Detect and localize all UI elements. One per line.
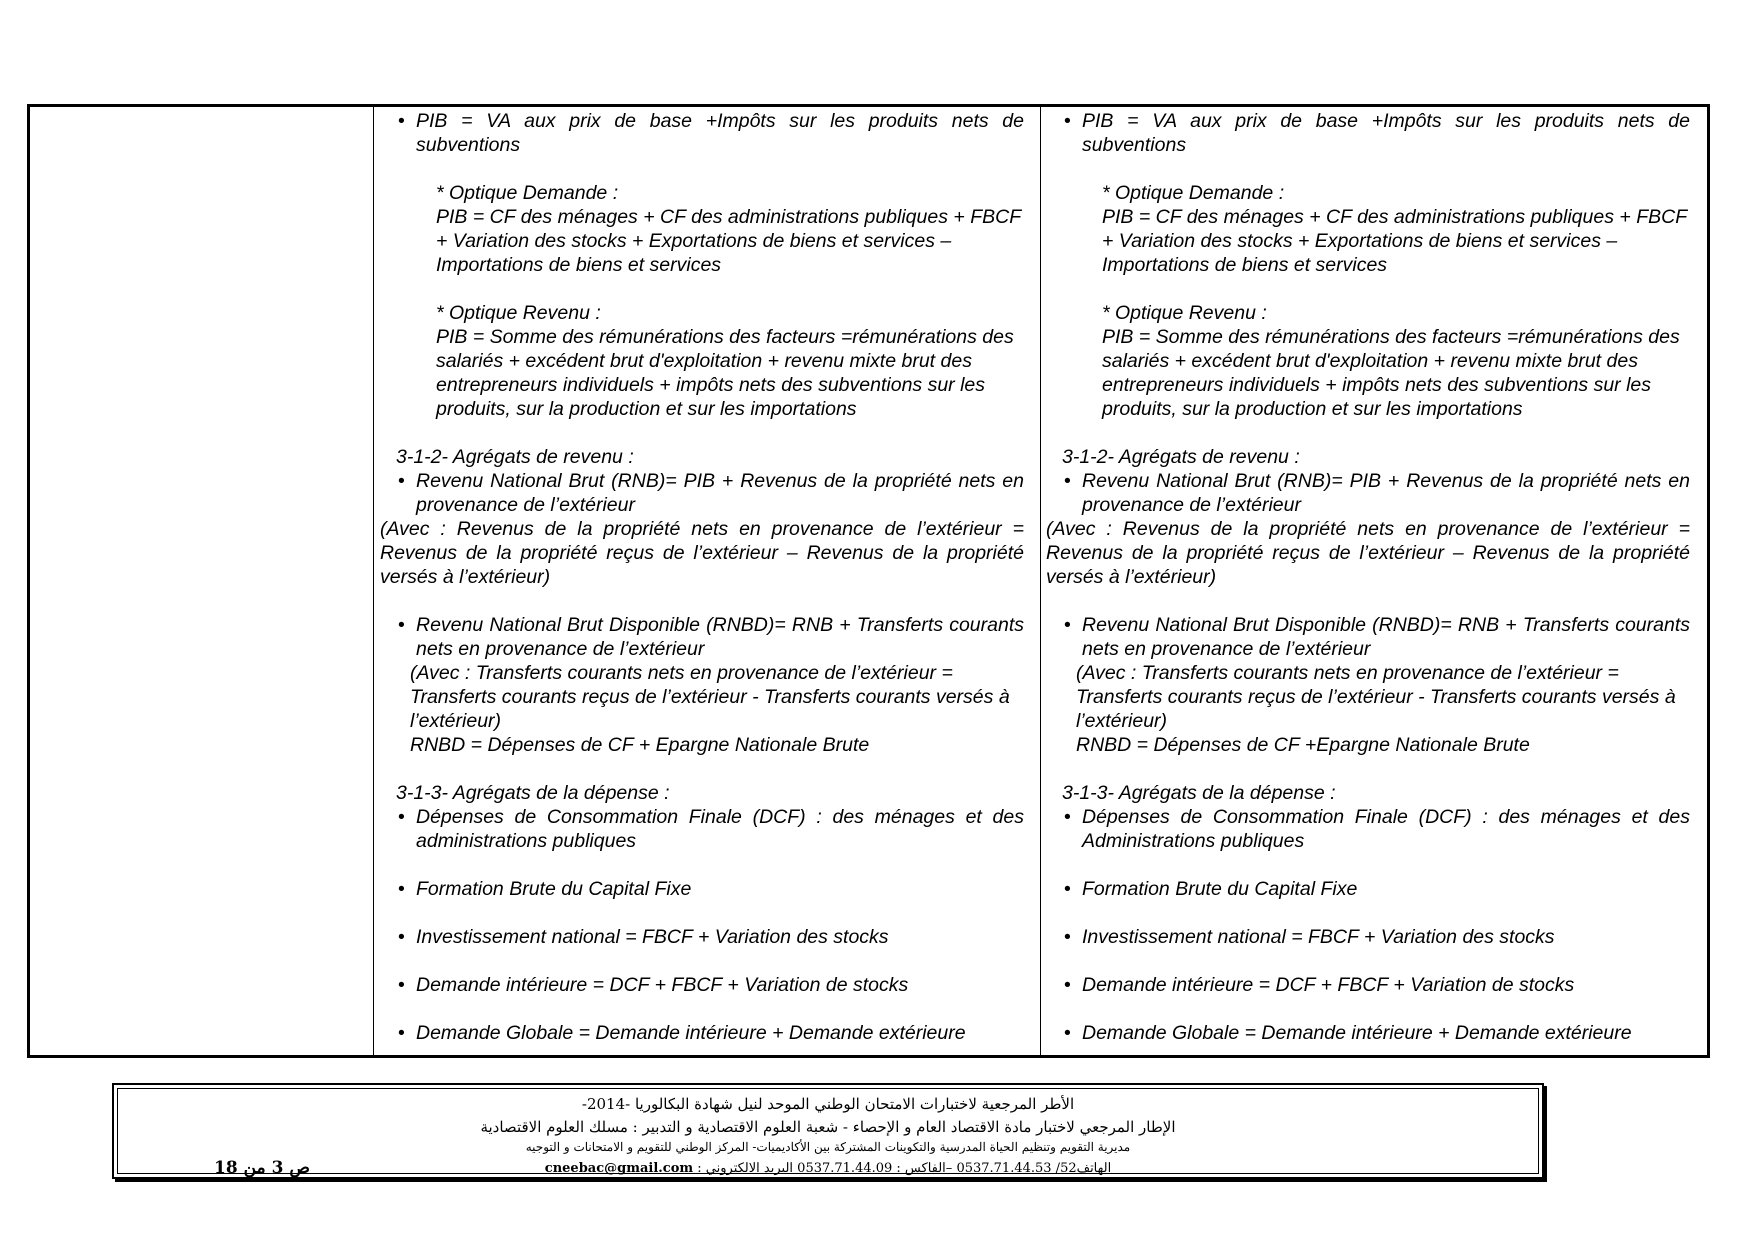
bullet-dcf: • Dépenses de Consommation Finale (DCF) : des ménages et des administrations publiques	[398, 806, 1024, 852]
optique-revenu-title: * Optique Revenu :	[436, 302, 601, 324]
answer-column-left	[380, 109, 1024, 1045]
rnbd-note: (Avec : Transferts courants nets en provenance de l’extérieur = Transferts courants reçus de l’extérieur - Transferts courants versés à l’extérieur)	[1076, 662, 1676, 732]
bullet-icon: •	[1064, 110, 1071, 132]
answer-column-right	[1046, 109, 1690, 1045]
optique-revenu-text: PIB = Somme des rémunérations des facteurs =rémunérations des salariés + excédent brut d'exploitation + revenu mixte brut des entrepreneurs individuels + impôts nets des subventions sur les produits, sur la production et sur les importations	[1102, 326, 1680, 420]
footer-contact-text: الهاتف52/ 0537.71.44.53 –الفاكس : 0537.71.44.09 البريد الالكتروني :	[697, 1161, 1112, 1176]
bullet-icon: •	[398, 1022, 405, 1044]
footer-directorate: مديرية التقويم وتنظيم الحياة المدرسية والتكوينات المشتركة بين الأكاديميات- المركز الوطني للتقويم و الامتحانات و التوجيه	[525, 1140, 1131, 1154]
optique-revenu-text: PIB = Somme des rémunérations des facteurs =rémunérations des salariés + excédent brut d'exploitation + revenu mixte brut des entrepreneurs individuels + impôts nets des subventions sur les produits, sur la production et sur les importations	[436, 326, 1014, 420]
optique-revenu-title: * Optique Revenu :	[1102, 302, 1267, 324]
bullet-rnb: • Revenu National Brut (RNB)= PIB + Revenus de la propriété nets en provenance de l’extérieur	[398, 470, 1024, 516]
bullet-icon: •	[1064, 974, 1071, 996]
section-3-1-2-title: 3-1-2- Agrégats de revenu :	[1062, 446, 1300, 468]
bullet-demande-interieure: • Demande intérieure = DCF + FBCF + Variation de stocks	[1064, 974, 1575, 996]
footer-email: cneebac@gmail.com	[544, 1161, 694, 1176]
bullet-demande-globale: • Demande Globale = Demande intérieure + Demande extérieure	[1064, 1022, 1632, 1044]
page-number: ص 3 من 18	[214, 1158, 310, 1178]
bullet-icon: •	[398, 110, 405, 132]
bullet-icon: •	[398, 878, 405, 900]
footer-contact	[118, 1161, 1538, 1176]
footer-inner-frame	[117, 1088, 1539, 1178]
rnbd-note: (Avec : Transferts courants nets en provenance de l’extérieur = Transferts courants reçus de l’extérieur - Transferts courants versés à l’extérieur)	[410, 662, 1010, 732]
bullet-rnbd: • Revenu National Brut Disponible (RNBD)= RNB + Transferts courants nets en provenance de l’extérieur	[1064, 614, 1690, 660]
bullet-icon: •	[398, 974, 405, 996]
section-3-1-2-title: 3-1-2- Agrégats de revenu :	[396, 446, 634, 468]
column-divider	[1040, 107, 1041, 1055]
rnbd-formula: RNBD = Dépenses de CF + Epargne Nationale Brute	[410, 734, 870, 756]
bullet-icon: •	[1064, 926, 1071, 948]
bullet-rnbd: • Revenu National Brut Disponible (RNBD)= RNB + Transferts courants nets en provenance de l’extérieur	[398, 614, 1024, 660]
page-footer	[112, 1083, 1544, 1179]
bullet-pib: • PIB = VA aux prix de base +Impôts sur les produits nets de subventions	[398, 110, 1024, 156]
optique-demande-text: PIB = CF des ménages + CF des administrations publiques + FBCF + Variation des stocks + Exportations de biens et services – Importations de biens et services	[436, 206, 1021, 276]
optique-demande-title: * Optique Demande :	[436, 182, 619, 204]
optique-demande-title: * Optique Demande :	[1102, 182, 1285, 204]
bullet-icon: •	[1064, 806, 1071, 828]
bullet-icon: •	[398, 614, 405, 636]
column-divider	[373, 107, 374, 1055]
bullet-icon: •	[1064, 878, 1071, 900]
rnb-note: (Avec : Revenus de la propriété nets en provenance de l’extérieur = Revenus de la propriété reçus de l’extérieur – Revenus de la propriété versés à l’extérieur)	[380, 518, 1024, 588]
bullet-demande-globale: • Demande Globale = Demande intérieure + Demande extérieure	[398, 1022, 966, 1044]
bullet-icon: •	[1064, 470, 1071, 492]
bullet-fbcf: • Formation Brute du Capital Fixe	[1064, 878, 1358, 900]
bullet-dcf: • Dépenses de Consommation Finale (DCF) : des ménages et des Administrations publiques	[1064, 806, 1690, 852]
rnb-note: (Avec : Revenus de la propriété nets en provenance de l’extérieur = Revenus de la propriété reçus de l’extérieur – Revenus de la propriété versés à l’extérieur)	[1046, 518, 1690, 588]
bullet-icon: •	[398, 470, 405, 492]
section-3-1-3-title: 3-1-3- Agrégats de la dépense :	[396, 782, 670, 804]
bullet-investissement: • Investissement national = FBCF + Variation des stocks	[1064, 926, 1555, 948]
rnbd-formula: RNBD = Dépenses de CF +Epargne Nationale Brute	[1076, 734, 1530, 756]
content-table	[27, 104, 1710, 1058]
bullet-fbcf: • Formation Brute du Capital Fixe	[398, 878, 692, 900]
bullet-demande-interieure: • Demande intérieure = DCF + FBCF + Variation de stocks	[398, 974, 909, 996]
footer-subtitle: الإطار المرجعي لاختبار مادة الاقتصاد العام و الإحصاء - شعبة العلوم الاقتصادية و التدبير : مسلك العلوم الاقتصادية	[480, 1118, 1176, 1136]
bullet-icon: •	[1064, 614, 1071, 636]
bullet-rnb: • Revenu National Brut (RNB)= PIB + Revenus de la propriété nets en provenance de l’extérieur	[1064, 470, 1690, 516]
bullet-icon: •	[1064, 1022, 1071, 1044]
footer-title: الأطر المرجعية لاختبارات الامتحان الوطني الموحد لنيل شهادة البكالوريا -2014-	[581, 1095, 1075, 1113]
bullet-investissement: • Investissement national = FBCF + Variation des stocks	[398, 926, 889, 948]
bullet-icon: •	[398, 926, 405, 948]
optique-demande-text: PIB = CF des ménages + CF des administrations publiques + FBCF + Variation des stocks + Exportations de biens et services – Importations de biens et services	[1102, 206, 1687, 276]
section-3-1-3-title: 3-1-3- Agrégats de la dépense :	[1062, 782, 1336, 804]
bullet-icon: •	[398, 806, 405, 828]
bullet-pib: • PIB = VA aux prix de base +Impôts sur les produits nets de subventions	[1064, 110, 1690, 156]
